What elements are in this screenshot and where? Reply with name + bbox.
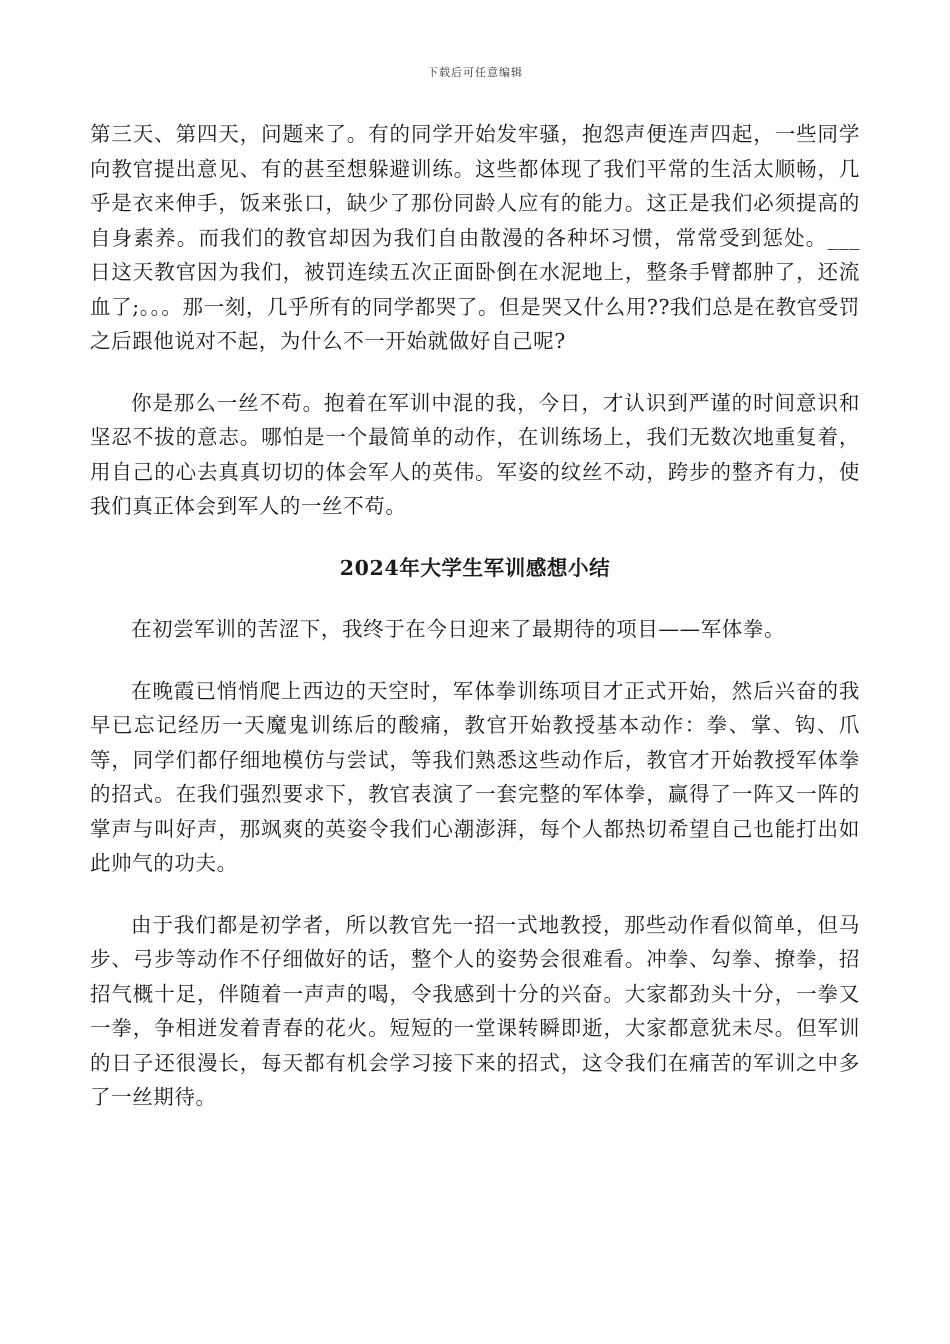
body-paragraph: 你是那么一丝不苟。抱着在军训中混的我，今日，才认识到严谨的时间意识和坚忍不拔的意志。哪怕是一个最简单的动作，在训练场上，我们无数次地重复着，用自己的心去真真切切的体会军人的英伟。军姿的纹丝不动，跨步的整齐有力，使我们真正体会到军人的一丝不苟。 bbox=[90, 390, 860, 518]
document-body bbox=[90, 117, 860, 1115]
body-paragraph: 在初尝军训的苦涩下，我终于在今日迎来了最期待的项目——军体拳。 bbox=[131, 617, 786, 641]
body-paragraph: 由于我们都是初学者，所以教官先一招一式地教授，那些动作看似简单，但马步、弓步等动作不仔细做好的话，整个人的姿势会很难看。冲拳、勾拳、撩拳，招招气概十足，伴随着一声声的喝，令我感到十分的兴奋。大家都劲头十分，一拳又一拳，争相迸发着青春的花火。短短的一堂课转瞬即逝，大家都意犹未尽。但军训的日子还很漫长，每天都有机会学习接下来的招式，这令我们在痛苦的军训之中多了一丝期待。 bbox=[90, 912, 860, 1109]
body-paragraph: 第三天、第四天，问题来了。有的同学开始发牢骚，抱怨声便连声四起，一些同学向教官提出意见、有的甚至想躲避训练。这些都体现了我们平常的生活太顺畅，几乎是衣来伸手，饭来张口，缺少了那份同龄人应有的能力。这正是我们必须提高的自身素养。而我们的教官却因为我们自由散漫的各种坏习惯，常常受到惩处。___日这天教官因为我们，被罚连续五次正面卧倒在水泥地上，整条手臂都肿了，还流血了;。。。那一刻，几乎所有的同学都哭了。但是哭又什么用??我们总是在教官受罚之后跟他说对不起，为什么不一开始就做好自己呢? bbox=[90, 122, 860, 353]
section-title: 2024年大学生军训感想小结 bbox=[339, 555, 611, 580]
header-note: 下载后可任意编辑 bbox=[427, 66, 523, 79]
body-paragraph: 在晚霞已悄悄爬上西边的天空时，军体拳训练项目才正式开始，然后兴奋的我早已忘记经历一天魔鬼训练后的酸痛，教官开始教授基本动作：拳、掌、钩、爪等，同学们都仔细地模仿与尝试，等我们熟悉这些动作后，教官才开始教授军体拳的招式。在我们强烈要求下，教官表演了一套完整的军体拳，赢得了一阵又一阵的掌声与叫好声，那飒爽的英姿令我们心潮澎湃，每个人都热切希望自己也能打出如此帅气的功夫。 bbox=[90, 678, 860, 875]
